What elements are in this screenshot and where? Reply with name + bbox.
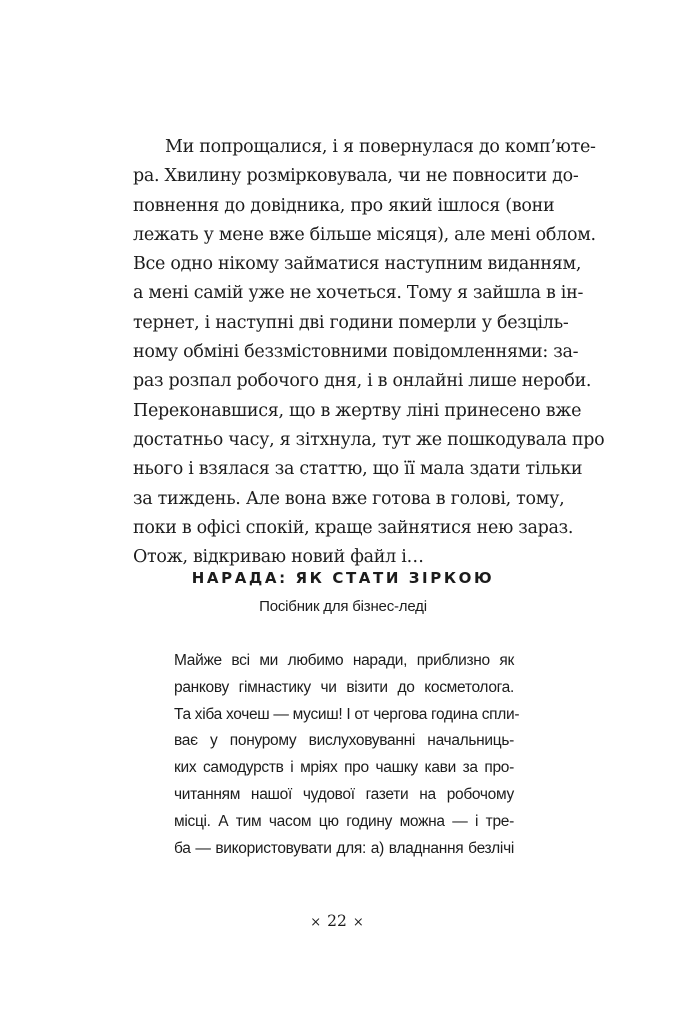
article-line: ває у понурому вислуховуванні начальниць-	[174, 732, 514, 750]
story-line: ра. Хвилину розмірковувала, чи не повносити до-	[133, 166, 579, 187]
article-title: НАРАДА: ЯК СТАТИ ЗІРКОЮ	[191, 569, 495, 587]
article-line: Та хіба хочеш — мусиш! І от чергова година спли-	[174, 705, 520, 723]
article-line: Майже всі ми любимо наради, приблизно як	[174, 652, 514, 669]
article-line: ба — використовувати для: а) владнання безлічі	[174, 839, 514, 857]
page-number-footer	[0, 911, 674, 933]
story-line: поки в офісі спокій, краще зайнятися нею зараз.	[133, 517, 574, 538]
story-line: повнення до довідника, про який ішлося (вони	[133, 195, 555, 216]
story-line: нього і взялася за статтю, що її мала здати тільки	[133, 459, 583, 480]
article-subtitle: Посібник для бізнес-леді	[259, 598, 427, 615]
story-line: раз розпал робочого дня, і в онлайні лише нероби.	[133, 371, 592, 392]
story-line: Все одно нікому займатися наступним виданням,	[133, 254, 582, 275]
article-line: ких самодурств і мріях про чашку кави за про-	[174, 759, 514, 777]
page-number: 22	[327, 912, 347, 930]
story-line: тернет, і наступні дві години померли у безціль-	[133, 312, 569, 333]
story-line: за тиждень. Але вона вже готова в голові, тому,	[133, 488, 565, 509]
story-line: а мені самій уже не хочеться. Тому я зайшла в ін-	[133, 283, 584, 304]
story-line: лежать у мене вже більше місяця), але мені облом.	[133, 224, 596, 245]
story-line: достатньо часу, я зітхнула, тут же пошкодувала про	[133, 429, 605, 450]
story-line: ному обміні беззмістовними повідомленнями: за-	[133, 342, 579, 363]
article-line: місці. А тим часом цю годину можна — і тре-	[174, 812, 514, 830]
story-paragraph	[133, 133, 605, 572]
story-line: Ми попрощалися, і я повернулася до комп’юте-	[165, 137, 596, 157]
article-line: читанням нашої чудової газети на робочому	[174, 785, 514, 803]
ornament-right: ×	[352, 915, 364, 930]
article-paragraph	[174, 648, 520, 862]
story-line: Отож, відкриваю новий файл і…	[133, 547, 424, 568]
story-line: Переконавшися, що в жертву ліні принесено вже	[133, 400, 582, 421]
article-line: ранкову гімнастику чи візити до косметолога.	[174, 678, 514, 696]
ornament-left: ×	[310, 915, 322, 930]
